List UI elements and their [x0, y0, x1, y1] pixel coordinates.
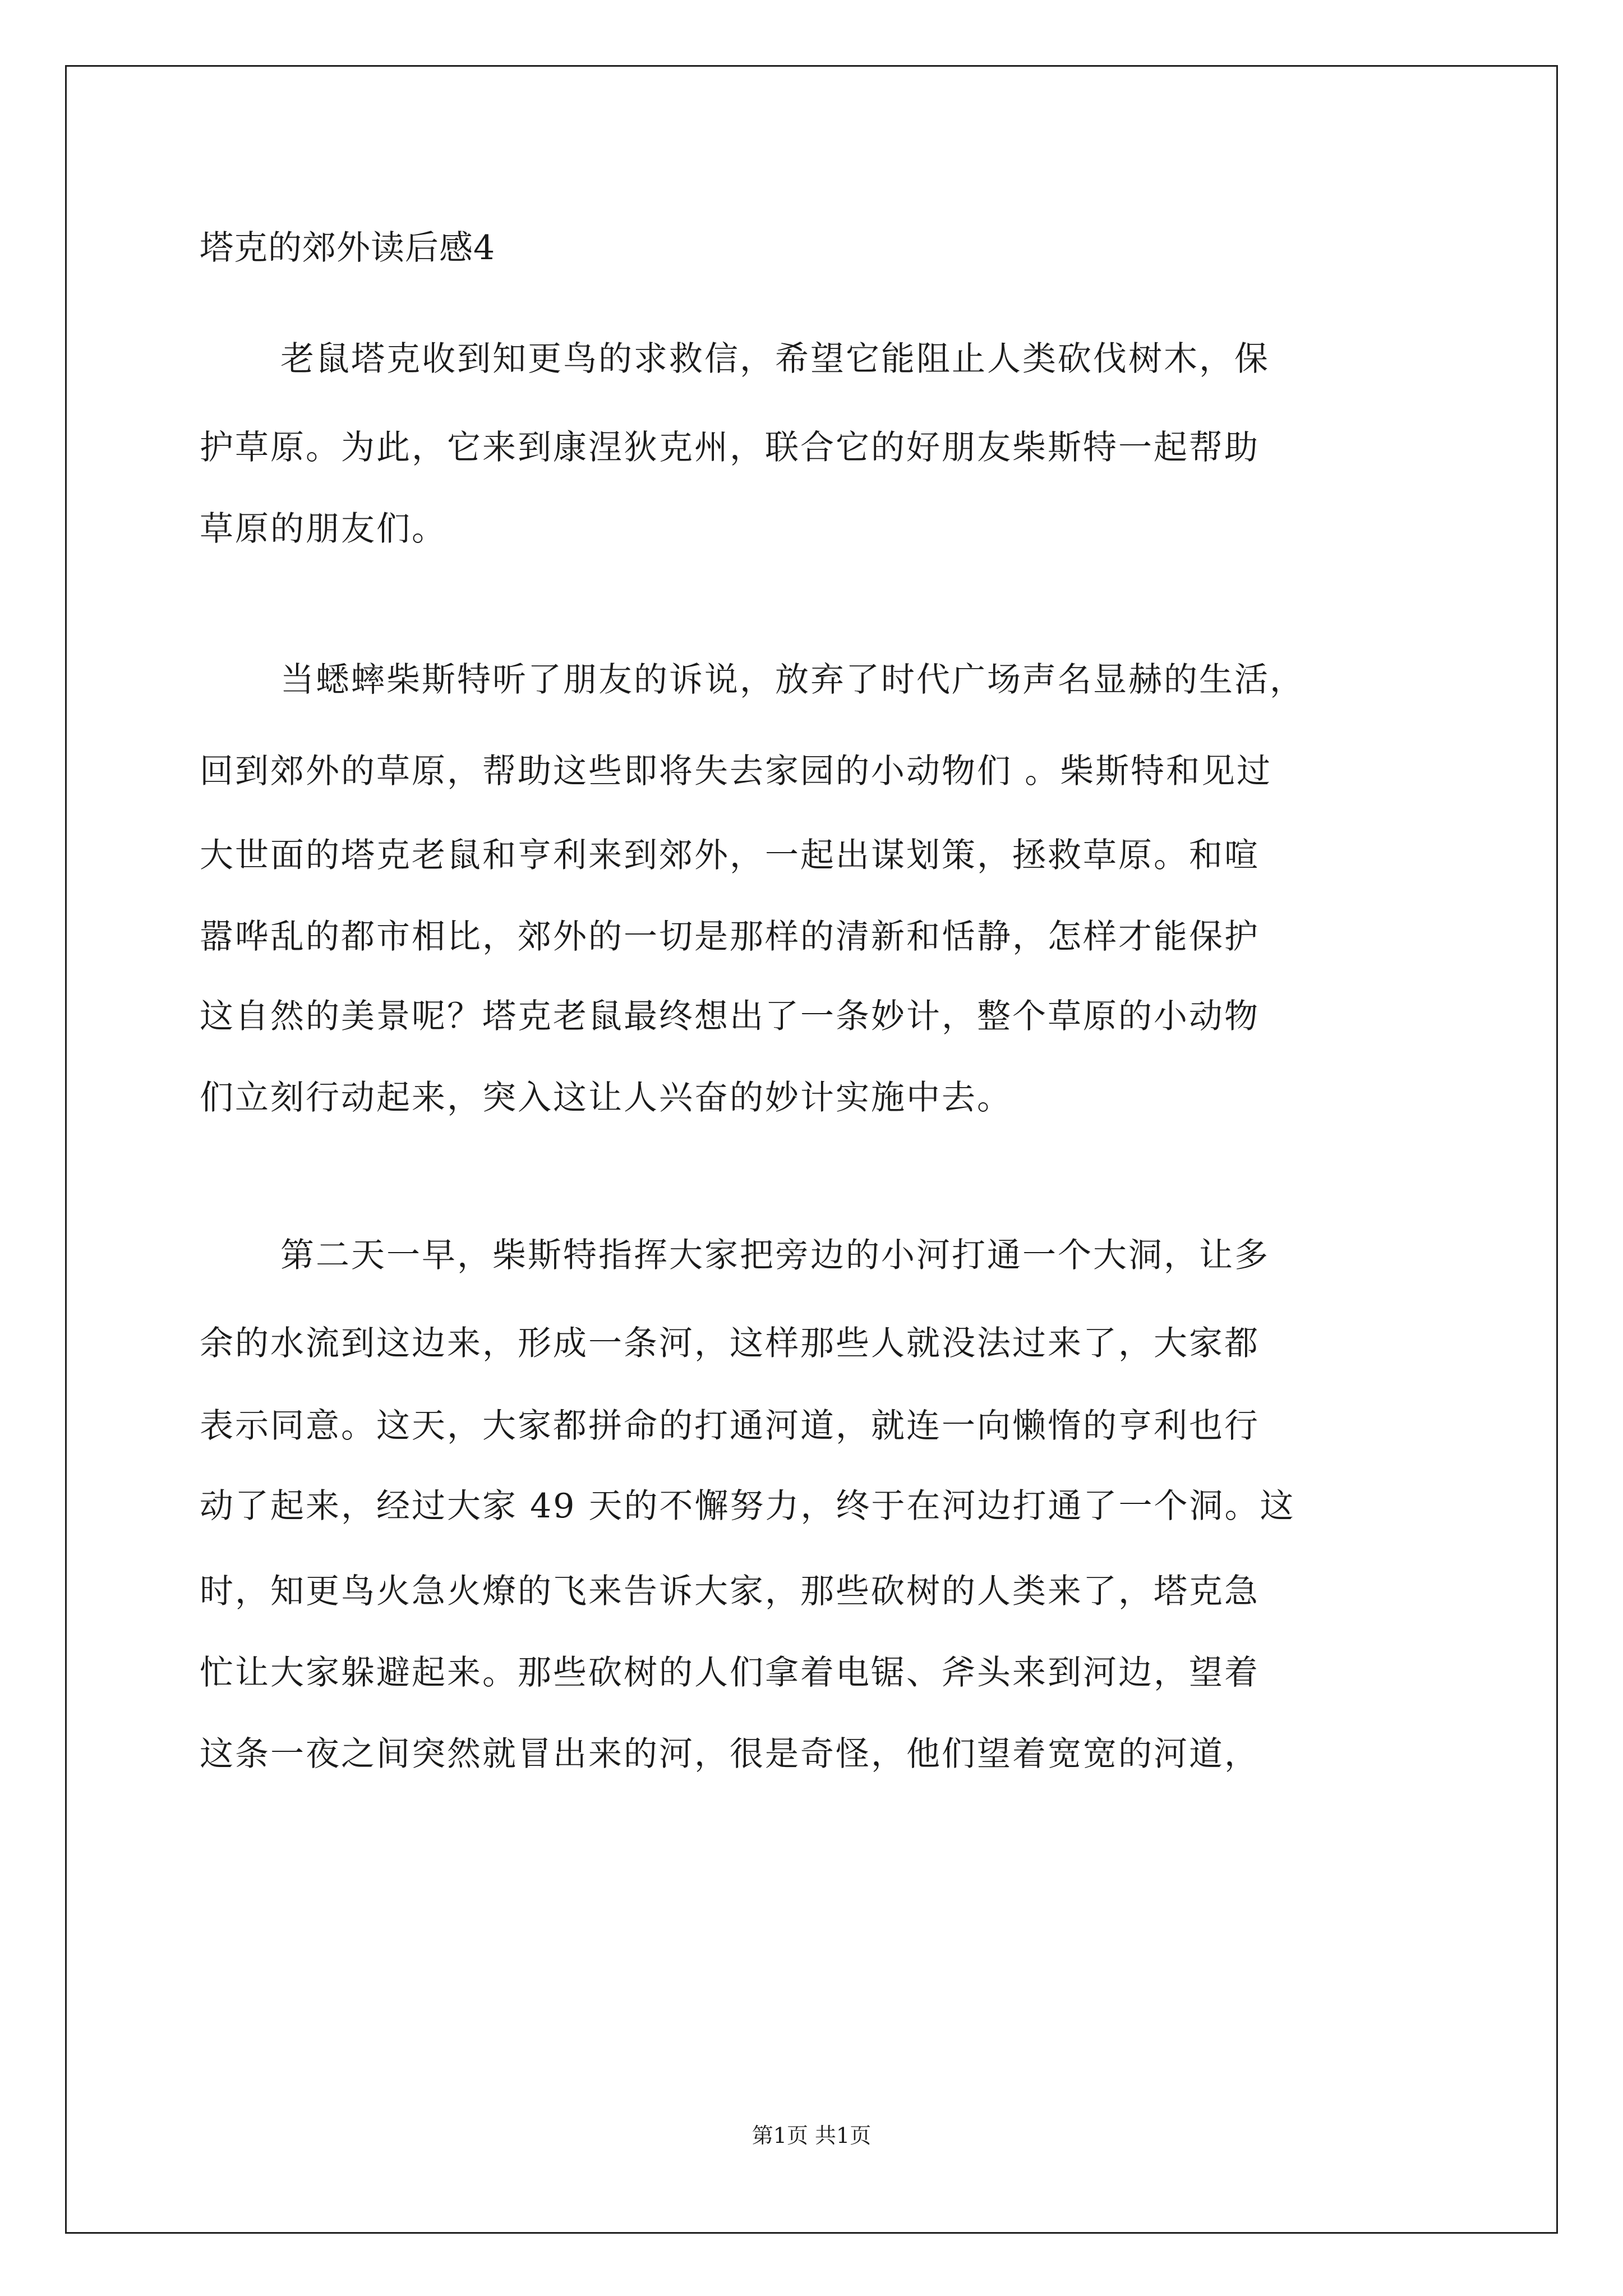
- paragraph-2-line-5: 这自然的美景呢？塔克老鼠最终想出了一条妙计，整个草原的小动物: [200, 997, 1260, 1036]
- paragraph-2-line-1: 当蟋蟀柴斯特听了朋友的诉说，放弃了时代广场声名显赫的生活，: [280, 660, 1305, 700]
- paragraph-3-line-4: 动了起来，经过大家 49 天的不懈努力，终于在河边打通了一个洞。这: [200, 1487, 1295, 1526]
- page-border: [65, 65, 1558, 2234]
- paragraph-2-line-4: 嚣哗乱的都市相比，郊外的一切是那样的清新和恬静，怎样才能保护: [200, 917, 1260, 956]
- paragraph-2-line-3: 大世面的塔克老鼠和亨利来到郊外，一起出谋划策，拯救草原。和喧: [200, 836, 1260, 875]
- page-number-footer: 第1页 共1页: [751, 2123, 872, 2148]
- paragraph-3-line-5: 时，知更鸟火急火燎的飞来告诉大家，那些砍树的人类来了，塔克急: [200, 1572, 1260, 1611]
- paragraph-3-line-3: 表示同意。这天，大家都拼命的打通河道，就连一向懒惰的亨利也行: [200, 1406, 1260, 1446]
- paragraph-3-line-7: 这条一夜之间突然就冒出来的河，很是奇怪，他们望着宽宽的河道，: [200, 1734, 1260, 1774]
- paragraph-3-line-1: 第二天一早，柴斯特指挥大家把旁边的小河打通一个大洞，让多: [280, 1236, 1270, 1275]
- paragraph-1-line-2: 护草原。为此，它来到康涅狄克州，联合它的好朋友柴斯特一起帮助: [200, 428, 1260, 467]
- document-title: 塔克的郊外读后感4: [200, 228, 496, 268]
- paragraph-3-line-2: 余的水流到这边来，形成一条河，这样那些人就没法过来了，大家都: [200, 1324, 1260, 1363]
- paragraph-1-line-3: 草原的朋友们。: [200, 509, 447, 549]
- paragraph-2-line-6: 们立刻行动起来，突入这让人兴奋的妙计实施中去。: [200, 1078, 1012, 1117]
- paragraph-2-line-2: 回到郊外的草原，帮助这些即将失去家园的小动物们 。柴斯特和见过: [200, 752, 1272, 791]
- paragraph-1-line-1: 老鼠塔克收到知更鸟的求救信，希望它能阻止人类砍伐树木，保: [280, 339, 1270, 379]
- paragraph-3-line-6: 忙让大家躲避起来。那些砍树的人们拿着电锯、斧头来到河边，望着: [200, 1653, 1260, 1692]
